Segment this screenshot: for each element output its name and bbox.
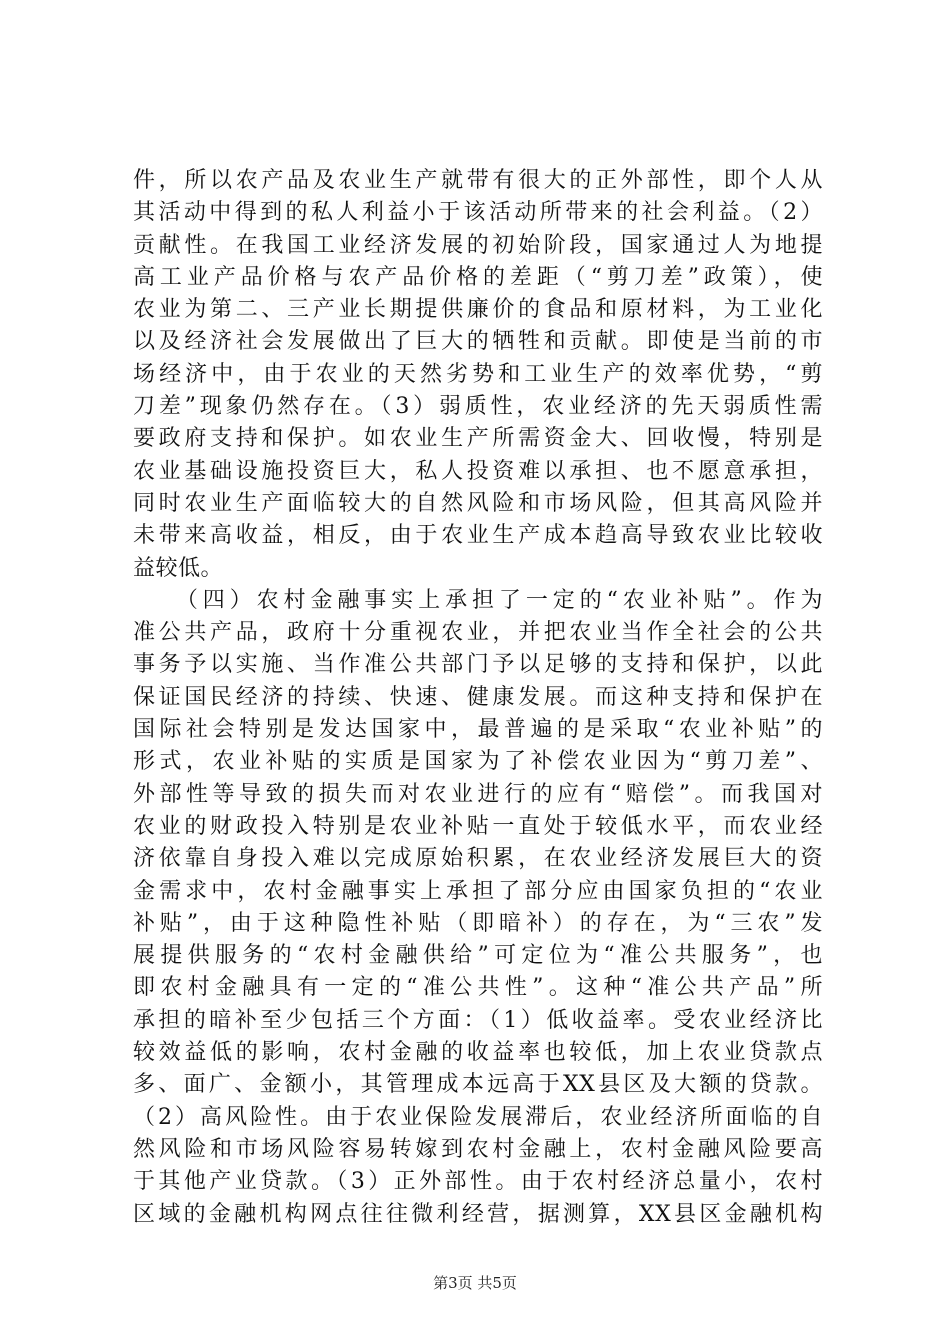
text-line: 多、面广、金额小，其管理成本远高于XX县区及大额的贷款。 xyxy=(133,1072,823,1098)
body-text xyxy=(133,165,823,1231)
text-line: 要政府支持和保护。如农业生产所需资金大、回收慢，特别是 xyxy=(133,426,823,452)
text-line: 以及经济社会发展做出了巨大的牺牲和贡献。即使是当前的市 xyxy=(133,329,823,355)
text-line: 较效益低的影响，农村金融的收益率也较低，加上农业贷款点 xyxy=(133,1040,823,1066)
text-line: 然风险和市场风险容易转嫁到农村金融上，农村金融风险要高 xyxy=(133,1136,823,1162)
text-line: 济依靠自身投入难以完成原始积累，在农业经济发展巨大的资 xyxy=(133,846,823,872)
text-line: （2）高风险性。由于农业保险发展滞后，农业经济所面临的自 xyxy=(133,1104,823,1130)
text-line: 高工业产品价格与农产品价格的差距（“剪刀差”政策），使 xyxy=(133,264,823,290)
text-line: 国际社会特别是发达国家中，最普遍的是采取“农业补贴”的 xyxy=(133,717,823,743)
text-line: 展提供服务的“农村金融供给”可定位为“准公共服务”，也 xyxy=(133,943,823,969)
text-line: 金需求中，农村金融事实上承担了部分应由国家负担的“农业 xyxy=(133,878,823,904)
text-line: 保证国民经济的持续、快速、健康发展。而这种支持和保护在 xyxy=(133,684,823,710)
page-number-footer: 第3页 共5页 xyxy=(433,1274,517,1292)
text-line: 场经济中，由于农业的天然劣势和工业生产的效率优势，“剪 xyxy=(133,361,823,387)
text-line: 于其他产业贷款。（3）正外部性。由于农村经济总量小，农村 xyxy=(133,1169,823,1195)
text-line: 同时农业生产面临较大的自然风险和市场风险，但其高风险并 xyxy=(133,490,823,516)
text-line: 事务予以实施、当作准公共部门予以足够的支持和保护，以此 xyxy=(133,652,823,678)
text-line: 贡献性。在我国工业经济发展的初始阶段，国家通过人为地提 xyxy=(133,232,823,258)
text-line: 件，所以农产品及农业生产就带有很大的正外部性，即个人从 xyxy=(133,168,823,193)
text-line: 承担的暗补至少包括三个方面：（1）低收益率。受农业经济比 xyxy=(133,1007,823,1033)
text-line: 益较低。 xyxy=(133,555,224,581)
text-line: 刀差”现象仍然存在。（3）弱质性，农业经济的先天弱质性需 xyxy=(133,394,823,420)
text-line: 其活动中得到的私人利益小于该活动所带来的社会利益。（2） xyxy=(133,200,823,226)
text-line: 农业的财政投入特别是农业补贴一直处于较低水平，而农业经 xyxy=(133,813,823,839)
text-line: 形式，农业补贴的实质是国家为了补偿农业因为“剪刀差”、 xyxy=(133,749,823,775)
text-line: 未带来高收益，相反，由于农业生产成本趋高导致农业比较收 xyxy=(133,523,823,549)
text-line: （四）农村金融事实上承担了一定的“农业补贴”。作为 xyxy=(133,587,823,613)
text-line: 农业为第二、三产业长期提供廉价的食品和原材料，为工业化 xyxy=(133,297,823,323)
text-line: 准公共产品，政府十分重视农业，并把农业当作全社会的公共 xyxy=(133,620,823,646)
text-line: 区域的金融机构网点往往微利经营，据测算，XX县区金融机构 xyxy=(133,1201,823,1227)
text-line: 补贴”，由于这种隐性补贴（即暗补）的存在，为“三农”发 xyxy=(133,910,823,936)
text-line: 外部性等导致的损失而对农业进行的应有“赔偿”。而我国对 xyxy=(133,781,823,807)
text-line: 农业基础设施投资巨大，私人投资难以承担、也不愿意承担， xyxy=(133,458,823,484)
text-line: 即农村金融具有一定的“准公共性”。这种“准公共产品”所 xyxy=(133,975,823,1001)
